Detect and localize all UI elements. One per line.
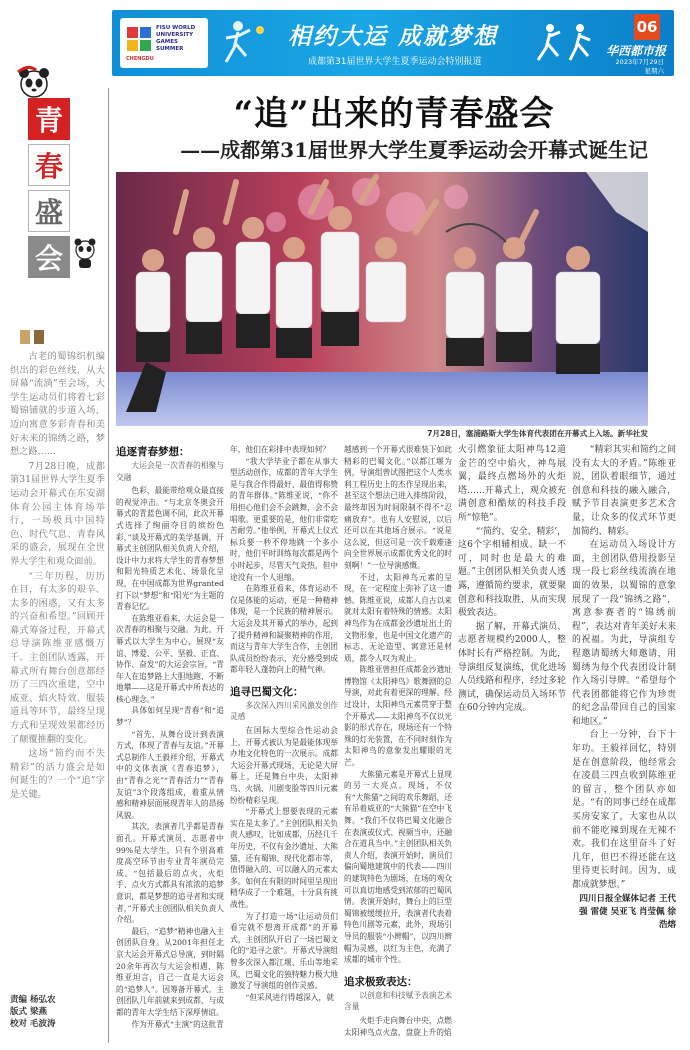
article-paragraph: 据了解，开幕式演员、志愿者规模约2000人，整体时长有严格控制。为此，导演组反复演练，优化进场人员线路和程序，经过多轮测试，确保运动员入场环节在60分钟内完成。 <box>458 621 566 714</box>
article-paragraph: 越感到一个开幕式很难装下如此精彩的巴蜀文化。”以都江堰为例，导演组曾试图把这个人类水利工程历史上的杰作呈现出来，甚至这个想法已进入排练阶段，最终却因为时间限制不得不“忍痛放弃”。也有人安慰说，以后还可以在其他场合展示。“说是这么说，但这可是一次千载难逢向全世界展示成都优秀文化的时刻啊！”一位导演感慨。 <box>344 445 452 570</box>
panda-mascot-icon <box>14 62 54 102</box>
article-paragraph: “‘简约、安全、精彩’，这6个字相辅相成、缺一不可，同时也是最大的难题。”主创团队相关负责人透露，遵循简约要求，就要聚创意和科技取胜，从而实现极致表达。 <box>458 526 566 619</box>
sidebar-paragraph: “三年历程，历历在目，有太多的艰辛、太多的困惑，又有太多的兴奋和希望。”回顾开幕式筹备过程，开幕式总导演陈维亚感慨万千。主创团队透露，开幕式所有舞台创意都经历了三四次重建，空中威亚、焰火特效、服装道具等环节，最终呈现方式和呈现效果都经历了颠覆推翻的变化。 <box>10 570 105 745</box>
article-paragraph: 在国际大型综合性运动会上，开幕式被认为是最能体现举办地文化特色的一次展示。成都大运会开幕式现场，无论是大屏幕上，还是舞台中央，太阳神鸟、火锅、川剧变脸等四川元素纷纷精彩呈现。 <box>230 726 338 805</box>
credit-proofreader: 校对 毛波涛 <box>10 1019 56 1029</box>
headline: “追”出来的青春盛会 <box>233 94 555 134</box>
article-paragraph: “首先，从舞台设计到表演方式，体现了青春与友谊。”开幕式总制作人王毅祥介绍，开幕式中的文体表演《青春追梦》，由“青春之光”“青春活力”“青春友谊”3个段落组成，着重从情感和精神层面展现青年人的昂扬风貌。 <box>116 729 224 820</box>
article-paragraph: 陈维亚曾担任成都金沙遗址博物馆《太阳神鸟》歌舞剧的总导演，对此有着更深的理解。经过设计，太阳神鸟元素贯穿于整个开幕式——太阳神鸟不仅以光影的形式存在，现场还有一个特殊的灯光装置，在不同时刻作为太阳神鸟的意象发出耀眼的光芒。 <box>344 665 452 768</box>
article-paragraph: 作为开幕式“主演”的这批青 <box>131 1019 224 1029</box>
issue-date: 2023年7月29日 <box>615 58 664 66</box>
chengdu-text: CHENGDU <box>126 56 154 62</box>
games-logo <box>120 18 208 68</box>
article-column-4 <box>458 444 566 716</box>
header-banner <box>112 10 674 76</box>
article-paragraph: 在运动员入场设计方面，主创团队借用投影呈现一段七彩丝线流淌在地面的效果，以蜀锦的意象展现了一段“锦绣之路”，寓意参赛者的“锦绣前程”，表达对青年美好未来的祝福。为此，导演组专程邀请蜀绣大师邀请，用蜀绣为每个代表团设计制作入场引导牌。“希望每个代表团都能将它作为珍贵的纪念品带回自己的国家和地区。” <box>572 540 676 727</box>
sidebar-paragraph: 古老的蜀锦织机编织出的彩色丝线，从大屏幕“流淌”至会场，大学生运动员们将着七彩蜀锦铺就的步道入场，迈向寓意多彩青春和美好未来的锦绣之路，梦想之路…… <box>10 351 105 458</box>
sidebar-paragraph: 7月28日晚，成都第31届世界大学生夏季运动会开幕式在东安湖体育公园主体育场举行，一场极具中国特色、时代气息、青春风采的盛会，展现在全世界大学生和观众面前。 <box>10 460 105 567</box>
fisu-logo-icon <box>126 26 152 52</box>
banner-subtitle: 成都第31届世界大学生夏季运动会特别报道 <box>308 57 482 67</box>
ceremony-photo-illustration <box>116 172 648 426</box>
article-paragraph: 大熊猫元素是开幕式上显现的另一大亮点。现场，不仅有“大熊猫”之间的欢乐舞蹈，还有吊着威亚的“大熊猫”在空中飞舞。“我们不仅将巴蜀文化融合在表演或仪式、视频当中，还融合在道具当中。”主创团队相关负责人介绍，表演开始时，演员们偏向蜀地建筑中的代表——四川的建筑特色为剧场，在场的观众可以真切地感受到浓郁的巴蜀风情。表演开始时，舞台上的巨型蜀锦被缓缓拉开，表演者代表着特色川剧等元素，此外，现场引导员的服装“小辫帽”，以四川辫帽为灵感，以红为主色，充满了成都的城市个性。 <box>344 769 452 965</box>
article-paragraph: “开幕式上想要表现的元素实在是太多了。”主创团队相关负责人感叹，比如成都，历经几千年历史，不仅有金沙遗址、大熊猫，还有蜀锦、现代化都市等，值得融入的、可以融入的元素太多。如何在有限的时间里呈现出精华成了一个难题，十分具有挑战性。 <box>230 807 338 909</box>
mark-icon <box>20 330 30 344</box>
page-number: 06 <box>634 14 660 40</box>
section-label <box>26 98 72 275</box>
editorial-credits <box>10 994 105 1030</box>
section-char-3: 盛 <box>28 190 70 232</box>
athlete-silhouette-icon <box>216 16 276 70</box>
article-paragraph: 其次，表演者几乎都是青春面孔。开幕式演员、志愿者中99%是大学生，只有个别高难度高空环节由专业青年演员完成。“包括最后的点火，火炬手、点火方式都具有浓浓的追梦意识，都是梦想的追寻者和实现者，”开幕式主创团队相关负责人介绍。 <box>116 822 224 925</box>
banner-title: 相约大运 成就梦想 <box>288 24 499 50</box>
section-char-4: 会 <box>28 236 70 278</box>
column-divider <box>108 88 109 1043</box>
article-paragraph: 不过，太阳神鸟元素的呈现，在一定程度上弥补了这一遗憾。陈维亚说，成都人自古以来就对太阳有着特殊的情感。太阳神鸟作为在成都金沙遗址出土的文物形象，也是中国文化遗产的标志，无论造型、寓意还是材质，都令人叹为观止。 <box>344 572 452 663</box>
mark-icon <box>34 330 44 344</box>
article-paragraph: 为了打造一场“让运动员们看完就不想离开成都”的开幕式，主创团队开启了一场巴蜀文化的“追寻之旅”。开幕式导演组曾多次深入都江堰、乐山等地采风，巴蜀文化的独特魅力极大地激发了导演组的创作灵感。 <box>230 911 338 991</box>
sidebar-marks <box>10 330 105 344</box>
article-paragraph: 火引燃象征太阳神鸟12道金芒的空中焰火，神鸟展翼，最终点燃场外的火炬塔……开幕式上，观众被充满创意和酷炫的科技手段所“惊艳”。 <box>458 445 566 523</box>
credit-editor: 责编 杨弘农 <box>10 995 56 1005</box>
article-paragraph: 在陈维亚看来，体育运动不仅是体能的运动，更是一种精神体现，是一个民族的精神展示。大运会及其开幕式的举办，起到了提升精神和凝聚精神的作用，而这与青年大学生合作，主创团队成员纷纷表示，充分感受到成都年轻人蓬勃向上的精气神。 <box>230 584 338 675</box>
article-column-1 <box>116 444 224 1030</box>
article-paragraph: 台上一分钟，台下十年功。王毅祥回忆，特别是在创意阶段，他经常会在凌晨三四点收到陈维亚的留言，整个团队亦如是。“有的同事已经在成都买房安家了，大家也从以前不能吃辣到现在无辣不欢。我们在这里奋斗了好几年，但巴不得还能在这里待更长时间。因为，成都成就梦想。” <box>572 730 676 890</box>
article-paragraph: 最后，“追梦”精神也融入主创团队自身。从2001年担任北京大运会开幕式总导演，到时隔20余年再次与大运会相遇，陈维亚坦言，自己一直是大运会的“追梦人”。因筹备开幕式，主创团队几年前就来到成都，与成都的青年大学生结下深厚情谊。 <box>116 926 224 1017</box>
article-column-3 <box>344 444 452 1038</box>
article-paragraph: “精彩其实和简约之间没有太大的矛盾。”陈维亚说，团队着眼细节，通过创意和科技的融入融合，赋予节目表演更多艺术含量，让众多的仪式环节更加简约、精彩。 <box>572 445 676 537</box>
article-paragraph: 色彩，最能带给观众最直接的视觉冲击。“与北京冬奥会开幕式的青蓝色调不同，此次开幕式选择了绚丽夺目的缤纷色彩，”谈及开幕式的美学基调，开幕式主创团队相关负责人介绍，设计中力求将大学生的青春梦想和阳光特质艺术化、场景化呈现，在中国成都为世界granted打下以“梦想”和“阳光”为主题的青春记忆。 <box>116 486 224 612</box>
article-column-5 <box>572 444 676 932</box>
subheading: 追寻巴蜀文化： <box>230 685 304 698</box>
reporter-byline: 四川日报全媒体记者 王代强 雷倢 吴亚飞 肖莹佩 徐浩熔 <box>579 893 676 930</box>
article-paragraph: 具体如何呈现“青春”和“追梦”？ <box>116 706 224 728</box>
article-paragraph: 年，他们在彩排中表现如何？ <box>230 445 330 454</box>
subheadline: ——成都第31届世界大学生夏季运动会开幕式诞生记 <box>180 138 648 162</box>
subheading-deck: 大运会是一次青春的相聚与交融 <box>116 461 224 482</box>
newspaper-name: 华西都市报 <box>605 44 666 58</box>
article-paragraph: “但采风进行得越深入，就 <box>245 992 334 1002</box>
panda-mascot-small-icon <box>70 236 100 270</box>
sidebar-paragraph: 这场“简约而不失精彩”的活力盛会是如何诞生的？一个“追”字是关键。 <box>10 748 105 800</box>
section-char-1: 青 <box>28 98 70 140</box>
subheading-deck: 多次深入四川采风激发创作灵感 <box>230 700 338 722</box>
fisu-text: FISU WORLD UNIVERSITY GAMES SUMMER <box>156 25 196 52</box>
issue-weekday: 星期六 <box>644 67 664 75</box>
article-paragraph: 火炬手走向舞台中央，点燃太阳神鸟点火盘，盘旋上升的焰 <box>344 1015 452 1037</box>
photo-caption: 7月28日，塞浦路斯大学生体育代表团在开幕式上入场。新华社发 <box>427 429 648 438</box>
article-paragraph: “我大学毕业子都在从事大型活动创作，成都的青年大学生是与我合作得最好、最值得称赞的青年群体。”陈维亚说，“你不用担心他们会不会跳舞，会不会唱歌。更重要的是，他们非常吃苦耐劳。”他举例，开幕式上仪式标兵要一秒不停地跳一个多小时，他们平时训练每次都是两个小时起步，尽管天气炎热，但中途没有一个人退缩。 <box>230 456 338 582</box>
section-char-2: 春 <box>28 144 70 186</box>
subheading: 追逐青春梦想： <box>116 446 190 458</box>
subheading-deck: 以创意和科技赋予表演艺术含量 <box>344 990 452 1012</box>
article-column-2 <box>230 444 338 1003</box>
main-photo <box>116 172 648 426</box>
subheading: 追求极致表达： <box>344 975 418 988</box>
runners-silhouette-icon <box>532 16 602 70</box>
credit-designer: 版式 梁燕 <box>10 1007 47 1017</box>
article-paragraph: 在陈维亚看来，大运会是一次青春的相聚与交融。为此，开幕式以大学生为中心，展现“友谊、博爱、公平、坚毅、正直、协作、奋发”的大运会宗旨，“青年人在追梦路上大胆地跑、不断地攀——这是开幕式中所表达的核心理念。” <box>116 613 224 704</box>
sidebar-intro <box>10 330 105 803</box>
